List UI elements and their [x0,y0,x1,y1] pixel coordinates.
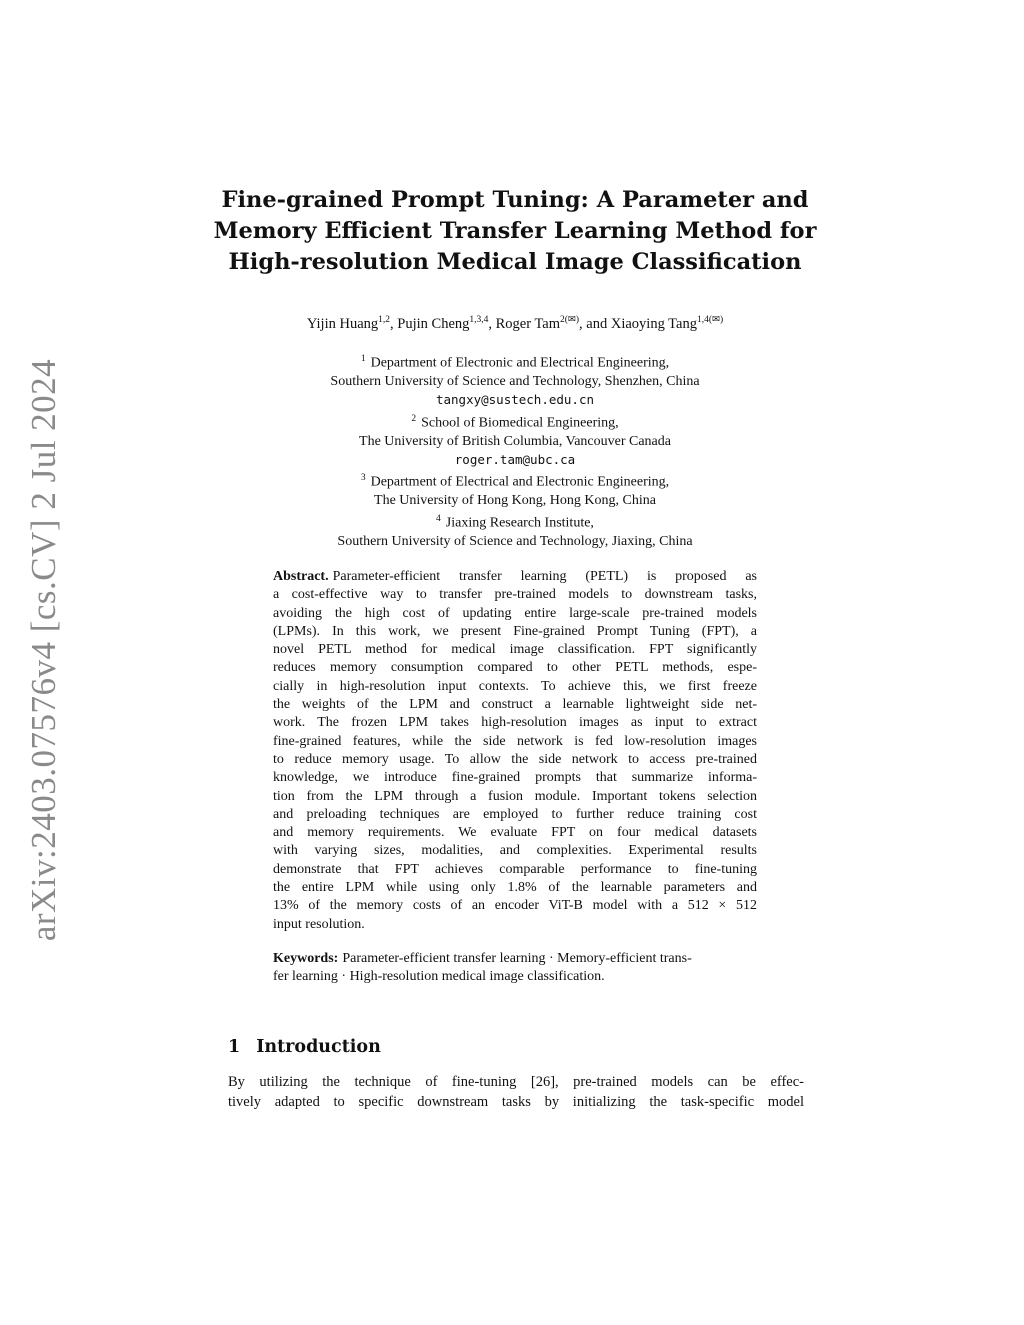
abstract-line: avoiding the high cost of updating entire large-scale pre-trained models [273,605,757,621]
author-affiliation-marker: 2(✉) [560,315,580,325]
abstract-line: reduces memory consumption compared to other PETL methods, espe- [273,660,757,676]
abstract-line: the weights of the LPM and construct a learnable lightweight side net- [273,697,757,713]
affiliation-line: $^4$ Jiaxing Research Institute, [436,514,594,531]
paragraph-line: tively adapted to specific downstream tasks by initializing the task-specific model [228,1093,804,1110]
title-line: Fine-grained Prompt Tuning: A Parameter and [221,187,809,213]
affiliation-line: $^3$ Department of Electrical and Electronic Engineering, [360,473,670,490]
abstract-line: tion from the LPM through a fusion module. Important tokens selection [273,788,757,804]
affiliation-line: $^1$ Department of Electronic and Electrical Engineering, [360,354,670,371]
author-list [200,314,830,333]
abstract-line: novel PETL method for medical image classification. FPT significantly [273,642,757,658]
affiliation-number: 1 [360,354,366,364]
affiliation-line: Southern University of Science and Technology, Shenzhen, China [330,373,700,389]
affiliation-line: The University of British Columbia, Vancouver Canada [359,433,671,449]
paragraph-line: By utilizing the technique of fine-tuning [26], pre-trained models can be effec- [228,1074,804,1090]
abstract-line: a cost-effective way to transfer pre-trained models to downstream tasks, [273,587,757,603]
affiliation-number: 2 [411,413,417,424]
abstract-line: and memory requirements. We evaluate FPT on four medical datasets [273,825,757,841]
affiliations [200,350,830,552]
abstract-line: demonstrate that FPT achieves comparable performance to fine-tuning [273,861,757,877]
affiliation-line: The University of Hong Kong, Hong Kong, China [374,493,656,509]
author-name: Pujin Cheng [397,315,470,332]
paper-title [200,185,830,278]
abstract-line: the entire LPM while using only 1.8% of the learnable parameters and [273,880,757,896]
abstract-line: cially in high-resolution input contexts. To achieve this, we first freeze [273,678,757,694]
keywords-line: Keywords: Parameter-efficient transfer learning · Memory-efficient trans- [273,951,692,966]
section-number: 1 [228,1037,241,1057]
keywords-label: Keywords: [273,951,339,966]
abstract [273,568,757,934]
author-separator: , [488,315,496,332]
abstract-line: with varying sizes, modalities, and complexities. Experimental results [273,843,757,859]
affiliation-email[interactable]: tangxy@sustech.edu.cn [435,392,595,408]
affiliation-number: 4 [436,514,441,525]
abstract-line: fine-grained features, while the side network is fed low-resolution images [273,733,757,749]
keywords-line: fer learning · High-resolution medical image classification. [273,969,605,985]
keywords [273,950,767,987]
affiliation-email[interactable]: roger.tam@ubc.ca [454,451,576,467]
author-separator: , [390,315,398,332]
affiliation-line: Southern University of Science and Technology, Jiaxing, China [337,534,693,550]
abstract-line: 13% of the memory costs of an encoder ViT-B model with a 512 × 512 [273,898,757,914]
title-line: High-resolution Medical Image Classification [228,249,802,275]
author-separator: , and [579,315,611,332]
author-affiliation-marker: 1,3,4 [469,315,489,325]
introduction-paragraph [228,1073,804,1112]
title-line: Memory Efficient Transfer Learning Method for [213,218,817,244]
affiliation-line: $^2$ School of Biomedical Engineering, [411,413,619,431]
abstract-line: work. The frozen LPM takes high-resolution images as input to extract [273,715,757,731]
abstract-line: (LPMs). In this work, we present Fine-grained Prompt Tuning (FPT), a [273,623,757,639]
affiliation-number: 3 [360,473,366,484]
author-name: Xiaoying Tang [610,315,697,332]
author-affiliation-marker: 1,2 [378,315,391,325]
abstract-line: to reduce memory usage. To allow the side network to access pre-trained [273,751,757,767]
abstract-line: input resolution. [273,916,365,932]
section-title: Introduction [256,1037,381,1057]
arxiv-identifier-stamp: arXiv:2403.07576v4 [cs.CV] 2 Jul 2024 [24,358,63,942]
abstract-line: and preloading techniques are employed to further reduce training cost [273,806,757,822]
abstract-line: knowledge, we introduce fine-grained prompts that summarize informa- [273,770,757,786]
abstract-label: Abstract. [273,569,329,584]
abstract-line: Abstract. Parameter-efficient transfer learning (PETL) is proposed as [273,569,757,584]
author-name: Roger Tam [495,315,560,332]
section-heading [228,1037,381,1057]
author-affiliation-marker: 1,4(✉) [696,315,724,325]
author-name: Yijin Huang [306,315,379,332]
